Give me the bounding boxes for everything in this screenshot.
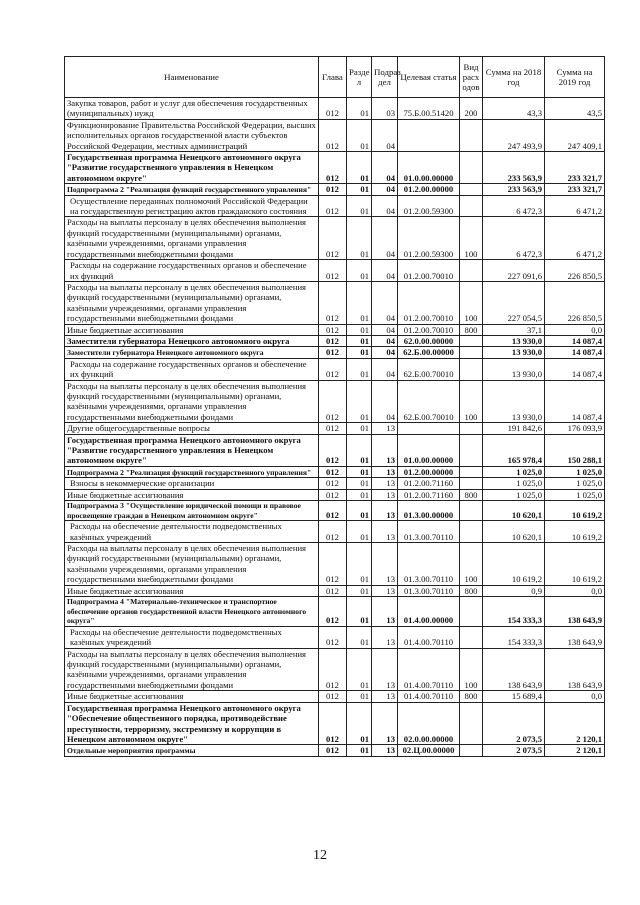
row-sum-2019: 150 288,1 — [545, 434, 605, 466]
table-row — [65, 324, 605, 335]
row-name: Подпрограмма 2 "Реализация функций государственного управления" — [65, 184, 319, 195]
row-sum-2019: 10 619,2 — [545, 501, 605, 521]
header-section: Разде л — [347, 57, 372, 98]
row-sum-2018: 6 472,3 — [483, 195, 545, 217]
table-row — [65, 380, 605, 423]
row-section: 01 — [347, 648, 372, 691]
table-row — [65, 152, 605, 184]
row-sum-2018: 0,9 — [483, 585, 545, 596]
row-chapter: 012 — [319, 489, 347, 500]
table-row — [65, 543, 605, 586]
row-name: Иные бюджетные ассигнования — [65, 489, 319, 500]
row-subsection: 04 — [372, 281, 398, 324]
row-exp-type — [460, 626, 483, 648]
row-sum-2018: 227 091,6 — [483, 260, 545, 282]
row-section: 01 — [347, 543, 372, 586]
row-exp-type — [460, 434, 483, 466]
row-chapter: 012 — [319, 184, 347, 195]
row-subsection: 04 — [372, 335, 398, 346]
row-name: Функционирование Правительства Российской Федерации, высших исполнительных органов государственной власти субъектов Российской Федерации, местных администраций — [65, 119, 319, 151]
row-subsection: 13 — [372, 521, 398, 543]
row-exp-type: 100 — [460, 648, 483, 691]
row-section: 01 — [347, 585, 372, 596]
row-name: Расходы на обеспечение деятельности подведомственных казённых учреждений — [65, 626, 319, 648]
row-name: Государственная программа Ненецкого автономного округа "Обеспечение общественного порядка, противодействие преступности, терроризму, экстремизму и коррупции в Ненецком автономном округе" — [65, 702, 319, 745]
row-subsection: 13 — [372, 501, 398, 521]
row-name: Взносы в некоммерческие организации — [65, 478, 319, 489]
header-sum-2018: Сумма на 2018 год — [483, 57, 545, 98]
row-subsection: 04 — [372, 217, 398, 260]
row-exp-type: 800 — [460, 691, 483, 702]
row-subsection: 13 — [372, 702, 398, 745]
row-chapter: 012 — [319, 98, 347, 120]
row-subsection: 13 — [372, 691, 398, 702]
row-exp-type: 800 — [460, 489, 483, 500]
row-target: 01.4.00.70110 — [398, 691, 460, 702]
row-chapter: 012 — [319, 745, 347, 756]
row-section: 01 — [347, 521, 372, 543]
table-row — [65, 184, 605, 195]
row-chapter: 012 — [319, 521, 347, 543]
row-sum-2019: 233 321,7 — [545, 184, 605, 195]
row-sum-2019: 226 850,5 — [545, 260, 605, 282]
row-section: 01 — [347, 423, 372, 434]
row-sum-2019: 14 087,4 — [545, 347, 605, 358]
row-chapter: 012 — [319, 195, 347, 217]
row-section: 01 — [347, 184, 372, 195]
row-sum-2018: 10 619,2 — [483, 543, 545, 586]
header-exp-type: Вид расх одов — [460, 57, 483, 98]
row-exp-type — [460, 501, 483, 521]
row-section: 01 — [347, 98, 372, 120]
row-chapter: 012 — [319, 434, 347, 466]
table-row — [65, 260, 605, 282]
row-name: Заместители губернатора Ненецкого автономного округа — [65, 347, 319, 358]
row-name: Расходы на выплаты персоналу в целях обеспечения выполнения функций государственными (муниципальными) органами, казёнными учреждениями, органами управления государственными внебюджетными фондами — [65, 281, 319, 324]
row-chapter: 012 — [319, 152, 347, 184]
row-name: Закупка товаров, работ и услуг для обеспечения государственных (муниципальных) нужд — [65, 98, 319, 120]
row-target: 01.3.00.70110 — [398, 543, 460, 586]
row-subsection: 04 — [372, 347, 398, 358]
row-sum-2019: 6 471,2 — [545, 195, 605, 217]
row-target: 01.2.00.70010 — [398, 260, 460, 282]
row-target: 01.3.00.70110 — [398, 585, 460, 596]
row-target: 01.2.00.71160 — [398, 478, 460, 489]
row-chapter: 012 — [319, 626, 347, 648]
row-exp-type: 100 — [460, 281, 483, 324]
row-name: Подпрограмма 4 "Материально-техническое и транспортное обеспечение органов государственной власти Ненецкого автономного округа" — [65, 597, 319, 627]
row-subsection: 13 — [372, 423, 398, 434]
row-chapter: 012 — [319, 501, 347, 521]
table-row — [65, 434, 605, 466]
row-sum-2018: 13 930,0 — [483, 347, 545, 358]
row-exp-type — [460, 195, 483, 217]
row-section: 01 — [347, 745, 372, 756]
row-target: 01.2.00.00000 — [398, 466, 460, 477]
row-section: 01 — [347, 597, 372, 627]
table-row — [65, 478, 605, 489]
table-row — [65, 281, 605, 324]
row-sum-2019: 226 850,5 — [545, 281, 605, 324]
row-exp-type: 800 — [460, 585, 483, 596]
row-target: 01.4.00.70110 — [398, 626, 460, 648]
row-sum-2018: 10 620,1 — [483, 521, 545, 543]
row-sum-2018: 1 025,0 — [483, 466, 545, 477]
row-exp-type — [460, 466, 483, 477]
row-sum-2018: 227 054,5 — [483, 281, 545, 324]
row-section: 01 — [347, 119, 372, 151]
row-sum-2018: 13 930,0 — [483, 380, 545, 423]
table-row — [65, 335, 605, 346]
header-subsection: Подраз дел — [372, 57, 398, 98]
row-section: 01 — [347, 501, 372, 521]
header-chapter: Глава — [319, 57, 347, 98]
row-chapter: 012 — [319, 597, 347, 627]
row-subsection: 13 — [372, 648, 398, 691]
row-section: 01 — [347, 335, 372, 346]
row-sum-2019: 233 321,7 — [545, 152, 605, 184]
row-sum-2019: 2 120,1 — [545, 745, 605, 756]
row-target: 01.4.00.70110 — [398, 648, 460, 691]
row-sum-2018: 247 493,9 — [483, 119, 545, 151]
row-target: 01.2.00.59300 — [398, 217, 460, 260]
row-sum-2018: 6 472,3 — [483, 217, 545, 260]
row-name: Подпрограмма 2 "Реализация функций государственного управления" — [65, 466, 319, 477]
page-number: 12 — [313, 848, 327, 863]
row-target: 01.3.00.70110 — [398, 521, 460, 543]
row-sum-2018: 233 563,9 — [483, 152, 545, 184]
row-section: 01 — [347, 358, 372, 380]
row-target — [398, 119, 460, 151]
header-target: Целевая статья — [398, 57, 460, 98]
row-sum-2018: 2 073,5 — [483, 745, 545, 756]
row-target: 01.4.00.00000 — [398, 597, 460, 627]
row-exp-type — [460, 184, 483, 195]
row-section: 01 — [347, 217, 372, 260]
table-row — [65, 648, 605, 691]
row-subsection: 13 — [372, 745, 398, 756]
row-name: Заместители губернатора Ненецкого автономного округа — [65, 335, 319, 346]
row-name: Расходы на обеспечение деятельности подведомственных казённых учреждений — [65, 521, 319, 543]
row-chapter: 012 — [319, 119, 347, 151]
row-section: 01 — [347, 195, 372, 217]
row-target: 01.2.00.70010 — [398, 281, 460, 324]
row-chapter: 012 — [319, 335, 347, 346]
row-target: 01.0.00.00000 — [398, 434, 460, 466]
row-chapter: 012 — [319, 324, 347, 335]
row-section: 01 — [347, 347, 372, 358]
row-name: Расходы на выплаты персоналу в целях обеспечения выполнения функций государственными (муниципальными) органами, казёнными учреждениями, органами управления государственными внебюджетными фондами — [65, 648, 319, 691]
row-chapter: 012 — [319, 347, 347, 358]
row-target: 02.Ц.00.00000 — [398, 745, 460, 756]
row-exp-type — [460, 745, 483, 756]
row-sum-2018: 233 563,9 — [483, 184, 545, 195]
row-section: 01 — [347, 626, 372, 648]
row-section: 01 — [347, 380, 372, 423]
table-row — [65, 489, 605, 500]
row-name: Расходы на выплаты персоналу в целях обеспечения выполнения функций государственными (муниципальными) органами, казёнными учреждениями, органами управления государственными внебюджетными фондами — [65, 543, 319, 586]
table-row — [65, 521, 605, 543]
row-sum-2018: 15 689,4 — [483, 691, 545, 702]
row-name: Иные бюджетные ассигнования — [65, 324, 319, 335]
row-chapter: 012 — [319, 478, 347, 489]
row-chapter: 012 — [319, 217, 347, 260]
row-chapter: 012 — [319, 380, 347, 423]
row-sum-2019: 0,0 — [545, 324, 605, 335]
row-subsection: 13 — [372, 626, 398, 648]
row-target: 01.2.00.71160 — [398, 489, 460, 500]
header-name: Наименование — [65, 57, 319, 98]
row-sum-2018: 13 930,0 — [483, 335, 545, 346]
row-section: 01 — [347, 434, 372, 466]
row-target: 01.0.00.00000 — [398, 152, 460, 184]
row-target — [398, 423, 460, 434]
row-chapter: 012 — [319, 281, 347, 324]
table-row — [65, 347, 605, 358]
row-subsection: 03 — [372, 98, 398, 120]
table-row — [65, 702, 605, 745]
row-section: 01 — [347, 489, 372, 500]
row-subsection: 13 — [372, 597, 398, 627]
row-subsection: 13 — [372, 585, 398, 596]
row-target: 62.Б.00.00000 — [398, 347, 460, 358]
row-section: 01 — [347, 324, 372, 335]
row-subsection: 13 — [372, 434, 398, 466]
row-sum-2018: 154 333,3 — [483, 597, 545, 627]
table-row — [65, 423, 605, 434]
row-exp-type — [460, 521, 483, 543]
row-section: 01 — [347, 691, 372, 702]
row-sum-2018: 191 842,6 — [483, 423, 545, 434]
row-sum-2018: 43,3 — [483, 98, 545, 120]
table-row — [65, 585, 605, 596]
row-sum-2019: 10 619,2 — [545, 521, 605, 543]
row-subsection: 13 — [372, 543, 398, 586]
row-subsection: 04 — [372, 195, 398, 217]
row-name: Государственная программа Ненецкого автономного округа "Развитие государственного управления в Ненецком автономном округе" — [65, 434, 319, 466]
row-target: 01.3.00.00000 — [398, 501, 460, 521]
row-name: Осуществление переданных полномочий Российской Федерации на государственную регистрацию актов гражданского состояния — [65, 195, 319, 217]
row-sum-2018: 1 025,0 — [483, 478, 545, 489]
row-chapter: 012 — [319, 648, 347, 691]
row-subsection: 04 — [372, 324, 398, 335]
row-sum-2018: 138 643,9 — [483, 648, 545, 691]
budget-table — [64, 56, 605, 757]
row-exp-type — [460, 478, 483, 489]
row-subsection: 04 — [372, 152, 398, 184]
row-exp-type: 100 — [460, 543, 483, 586]
row-exp-type — [460, 423, 483, 434]
row-sum-2018: 10 620,1 — [483, 501, 545, 521]
table-row — [65, 626, 605, 648]
row-chapter: 012 — [319, 585, 347, 596]
row-name: Иные бюджетные ассигнования — [65, 585, 319, 596]
row-exp-type — [460, 260, 483, 282]
table-row — [65, 358, 605, 380]
row-target: 01.2.00.59300 — [398, 195, 460, 217]
row-exp-type — [460, 347, 483, 358]
row-target: 02.0.00.00000 — [398, 702, 460, 745]
row-section: 01 — [347, 281, 372, 324]
table-row — [65, 466, 605, 477]
row-chapter: 012 — [319, 543, 347, 586]
row-chapter: 012 — [319, 691, 347, 702]
row-sum-2019: 1 025,0 — [545, 489, 605, 500]
row-subsection: 13 — [372, 466, 398, 477]
row-sum-2018: 165 978,4 — [483, 434, 545, 466]
row-sum-2019: 2 120,1 — [545, 702, 605, 745]
row-sum-2019: 43,5 — [545, 98, 605, 120]
row-exp-type — [460, 152, 483, 184]
row-sum-2019: 176 093,9 — [545, 423, 605, 434]
row-section: 01 — [347, 702, 372, 745]
row-sum-2018: 2 073,5 — [483, 702, 545, 745]
row-chapter: 012 — [319, 423, 347, 434]
row-name: Отдельные мероприятия программы — [65, 745, 319, 756]
row-section: 01 — [347, 152, 372, 184]
row-name: Расходы на выплаты персоналу в целях обеспечения выполнения функций государственными (муниципальными) органами, казёнными учреждениями, органами управления государственными внебюджетными фондами — [65, 380, 319, 423]
row-sum-2019: 10 619,2 — [545, 543, 605, 586]
table-row — [65, 597, 605, 627]
row-exp-type — [460, 358, 483, 380]
row-name: Другие общегосударственные вопросы — [65, 423, 319, 434]
table-header — [65, 57, 605, 98]
row-chapter: 012 — [319, 260, 347, 282]
row-target: 75.Б.00.51420 — [398, 98, 460, 120]
header-sum-2019: Сумма на 2019 год — [545, 57, 605, 98]
row-subsection: 04 — [372, 184, 398, 195]
row-target: 62.0.00.00000 — [398, 335, 460, 346]
row-sum-2019: 138 643,9 — [545, 648, 605, 691]
row-target: 01.2.00.70010 — [398, 324, 460, 335]
row-name: Иные бюджетные ассигнования — [65, 691, 319, 702]
row-exp-type — [460, 119, 483, 151]
table-row — [65, 119, 605, 151]
row-sum-2019: 0,0 — [545, 585, 605, 596]
row-section: 01 — [347, 478, 372, 489]
row-exp-type: 800 — [460, 324, 483, 335]
row-sum-2019: 138 643,9 — [545, 626, 605, 648]
row-target: 62.Б.00.70010 — [398, 358, 460, 380]
row-name: Подпрограмма 3 "Осуществление юридической помощи и правовое просвещение граждан в Ненецком автономном округе" — [65, 501, 319, 521]
table-row — [65, 195, 605, 217]
row-subsection: 13 — [372, 478, 398, 489]
row-subsection: 04 — [372, 358, 398, 380]
row-exp-type — [460, 335, 483, 346]
row-chapter: 012 — [319, 466, 347, 477]
row-target: 01.2.00.00000 — [398, 184, 460, 195]
table-row — [65, 501, 605, 521]
row-exp-type: 100 — [460, 380, 483, 423]
row-sum-2019: 0,0 — [545, 691, 605, 702]
table-row — [65, 217, 605, 260]
row-name: Расходы на выплаты персоналу в целях обеспечения выполнения функций государственными (муниципальными) органами, казёнными учреждениями, органами управления государственными внебюджетными фондами — [65, 217, 319, 260]
row-name: Расходы на содержание государственных органов и обеспечение их функций — [65, 260, 319, 282]
table-row — [65, 745, 605, 756]
row-sum-2019: 6 471,2 — [545, 217, 605, 260]
row-sum-2019: 14 087,4 — [545, 335, 605, 346]
row-subsection: 13 — [372, 489, 398, 500]
row-subsection: 04 — [372, 380, 398, 423]
table-row — [65, 691, 605, 702]
row-name: Расходы на содержание государственных органов и обеспечение их функций — [65, 358, 319, 380]
row-exp-type: 200 — [460, 98, 483, 120]
row-sum-2019: 247 409,1 — [545, 119, 605, 151]
row-sum-2019: 138 643,9 — [545, 597, 605, 627]
row-section: 01 — [347, 260, 372, 282]
table-row — [65, 98, 605, 120]
row-exp-type — [460, 702, 483, 745]
row-target: 62.Б.00.70010 — [398, 380, 460, 423]
row-sum-2019: 14 087,4 — [545, 358, 605, 380]
row-sum-2018: 154 333,3 — [483, 626, 545, 648]
row-sum-2019: 1 025,0 — [545, 478, 605, 489]
row-exp-type: 100 — [460, 217, 483, 260]
row-exp-type — [460, 597, 483, 627]
row-sum-2018: 37,1 — [483, 324, 545, 335]
row-sum-2018: 1 025,0 — [483, 489, 545, 500]
row-sum-2019: 14 087,4 — [545, 380, 605, 423]
row-sum-2018: 13 930,0 — [483, 358, 545, 380]
row-section: 01 — [347, 466, 372, 477]
row-chapter: 012 — [319, 702, 347, 745]
row-sum-2019: 1 025,0 — [545, 466, 605, 477]
row-chapter: 012 — [319, 358, 347, 380]
row-subsection: 04 — [372, 119, 398, 151]
row-subsection: 04 — [372, 260, 398, 282]
row-name: Государственная программа Ненецкого автономного округа "Развитие государственного управления в Ненецком автономном округе" — [65, 152, 319, 184]
